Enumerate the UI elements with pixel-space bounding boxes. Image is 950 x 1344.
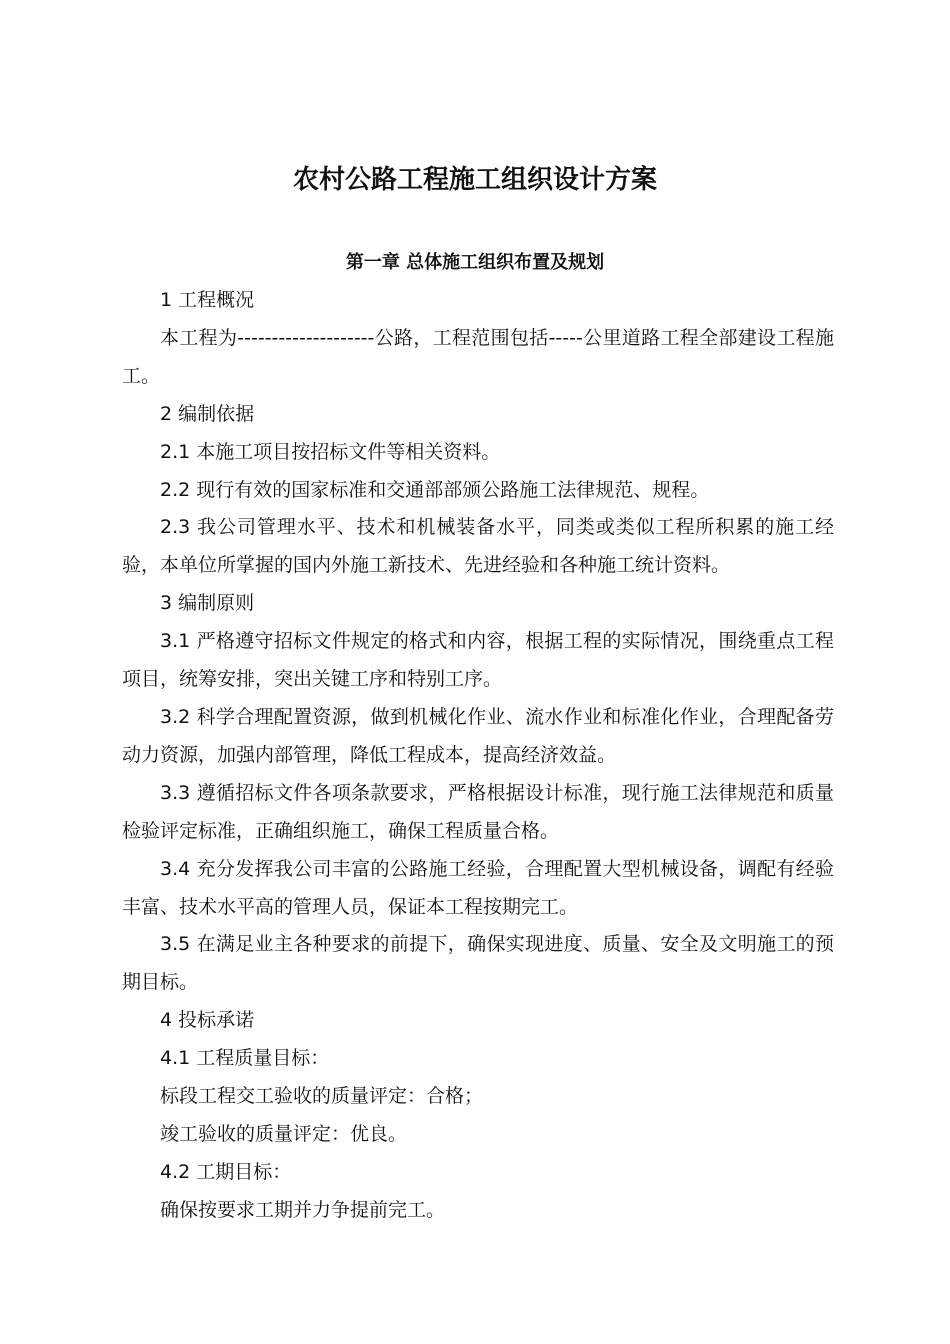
section-heading: 3 编制原则 [160, 592, 255, 615]
paragraph: 确保按要求工期并力争提前完工。 [160, 1198, 446, 1221]
section-heading: 2 编制依据 [160, 402, 255, 425]
section-heading: 4 投标承诺 [160, 1009, 255, 1032]
paragraph: 3.4 充分发挥我公司丰富的公路施工经验，合理配置大型机械设备，调配有经验丰富、技术水平高的管理人员，保证本工程按期完工。 [122, 857, 834, 918]
paragraph: 标段工程交工验收的质量评定：合格； [160, 1085, 484, 1108]
paragraph: 3.1 严格遵守招标文件规定的格式和内容，根据工程的实际情况，围绕重点工程项目，统筹安排，突出关键工序和特别工序。 [122, 630, 834, 691]
section-heading: 1 工程概况 [160, 289, 255, 311]
paragraph: 3.3 遵循招标文件各项条款要求，严格根据设计标准，现行施工法律规范和质量检验评定标准，正确组织施工，确保工程质量合格。 [122, 781, 834, 842]
paragraph: 4.2 工期目标： [160, 1160, 292, 1183]
paragraph: 本工程为--------------------公路，工程范围包括-----公里道路工程全部建设工程施工。 [122, 326, 834, 387]
chapter-title: 第一章 总体施工组织布置及规划 [345, 252, 605, 273]
paragraph: 2.3 我公司管理水平、技术和机械装备水平，同类或类似工程所积累的施工经验，本单位所掌握的国内外施工新技术、先进经验和各种施工统计资料。 [122, 516, 834, 577]
paragraph: 2.2 现行有效的国家标准和交通部部颁公路施工法律规范、规程。 [160, 478, 710, 501]
paragraph: 2.1 本施工项目按招标文件等相关资料。 [160, 440, 501, 463]
paragraph: 4.1 工程质量目标： [160, 1047, 330, 1070]
paragraph: 3.5 在满足业主各种要求的前提下，确保实现进度、质量、安全及文明施工的预期目标。 [122, 933, 834, 994]
document-body [122, 282, 834, 1230]
document-title: 农村公路工程施工组织设计方案 [292, 165, 657, 195]
paragraph: 竣工验收的质量评定：优良。 [160, 1122, 408, 1145]
paragraph: 3.2 科学合理配置资源，做到机械化作业、流水作业和标准化作业，合理配备劳动力资源，加强内部管理，降低工程成本，提高经济效益。 [122, 705, 834, 766]
